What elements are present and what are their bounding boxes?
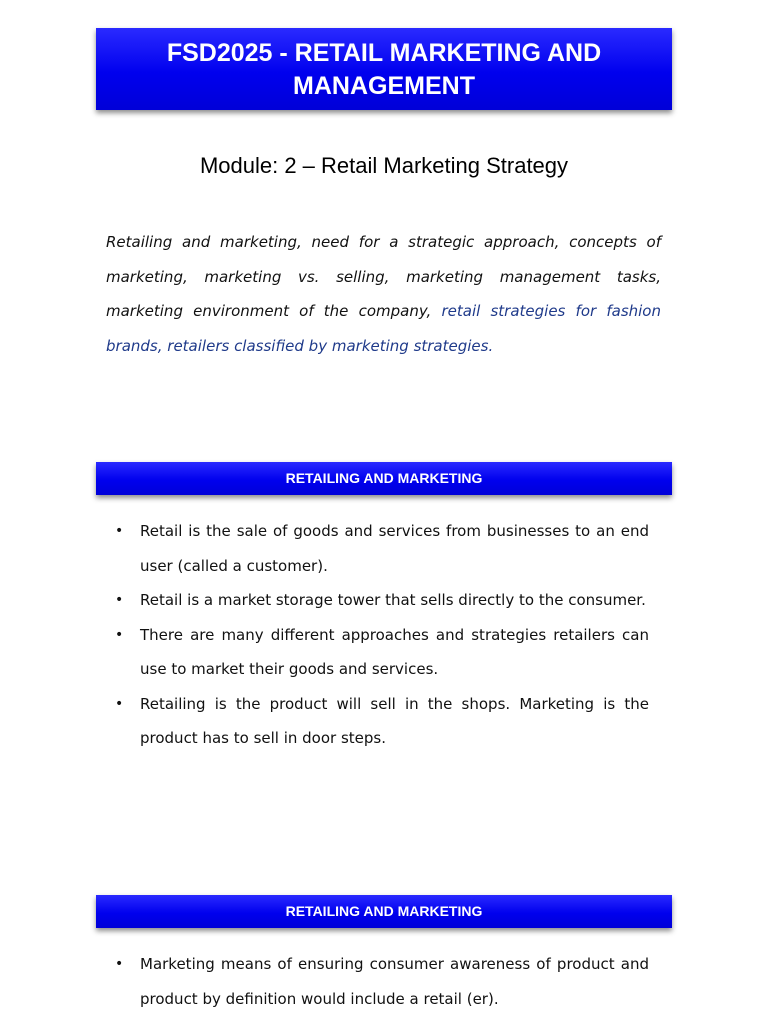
bullet-text: Retail is a market storage tower that sells directly to the consumer. — [140, 591, 646, 609]
course-title-line-2: MANAGEMENT — [293, 72, 475, 100]
bullet-icon: • — [115, 695, 124, 712]
bullet-list-1 — [115, 514, 649, 756]
bullet-text: Marketing means of ensuring consumer awareness of product and product by definition would include a retail (er). — [140, 955, 649, 1008]
bullet-text: Retailing is the product will sell in the shops. Marketing is the product has to sell in door steps. — [140, 694, 649, 747]
list-item — [115, 687, 649, 756]
list-item — [115, 947, 649, 1016]
bullet-list-2 — [115, 947, 649, 1016]
course-title-banner — [96, 28, 672, 110]
summary-end: . — [488, 336, 494, 355]
summary-highlight-retailers: retailers classified by marketing strategies — [167, 336, 489, 355]
summary-separator: , — [157, 336, 168, 355]
module-title: Module: 2 – Retail Marketing Strategy — [199, 153, 569, 178]
bullet-icon: • — [115, 592, 124, 608]
bullet-text: There are many different approaches and strategies retailers can use to market their goods and services. — [140, 625, 649, 678]
bullet-text: Retail is the sale of goods and services from businesses to an end user (called a customer). — [140, 522, 649, 575]
list-item — [115, 514, 649, 583]
course-title-line-1: FSD2025 - RETAIL MARKETING AND — [166, 39, 602, 67]
summary-text: Retailing and marketing, need for a strategic approach, concepts of marketing, marketing vs. selling, marketing management tasks, marketing environment of the company, — [106, 233, 661, 320]
section-heading-1: RETAILING AND MARKETING — [96, 462, 672, 495]
section-heading-2: RETAILING AND MARKETING — [96, 895, 672, 928]
summary-highlight-fashion: retail strategies for fashion brands — [106, 302, 661, 355]
bullet-icon: • — [115, 956, 124, 972]
bullet-icon: • — [115, 626, 124, 643]
module-summary — [106, 225, 661, 363]
list-item — [115, 618, 649, 687]
list-item — [115, 583, 649, 618]
bullet-icon: • — [115, 523, 124, 539]
